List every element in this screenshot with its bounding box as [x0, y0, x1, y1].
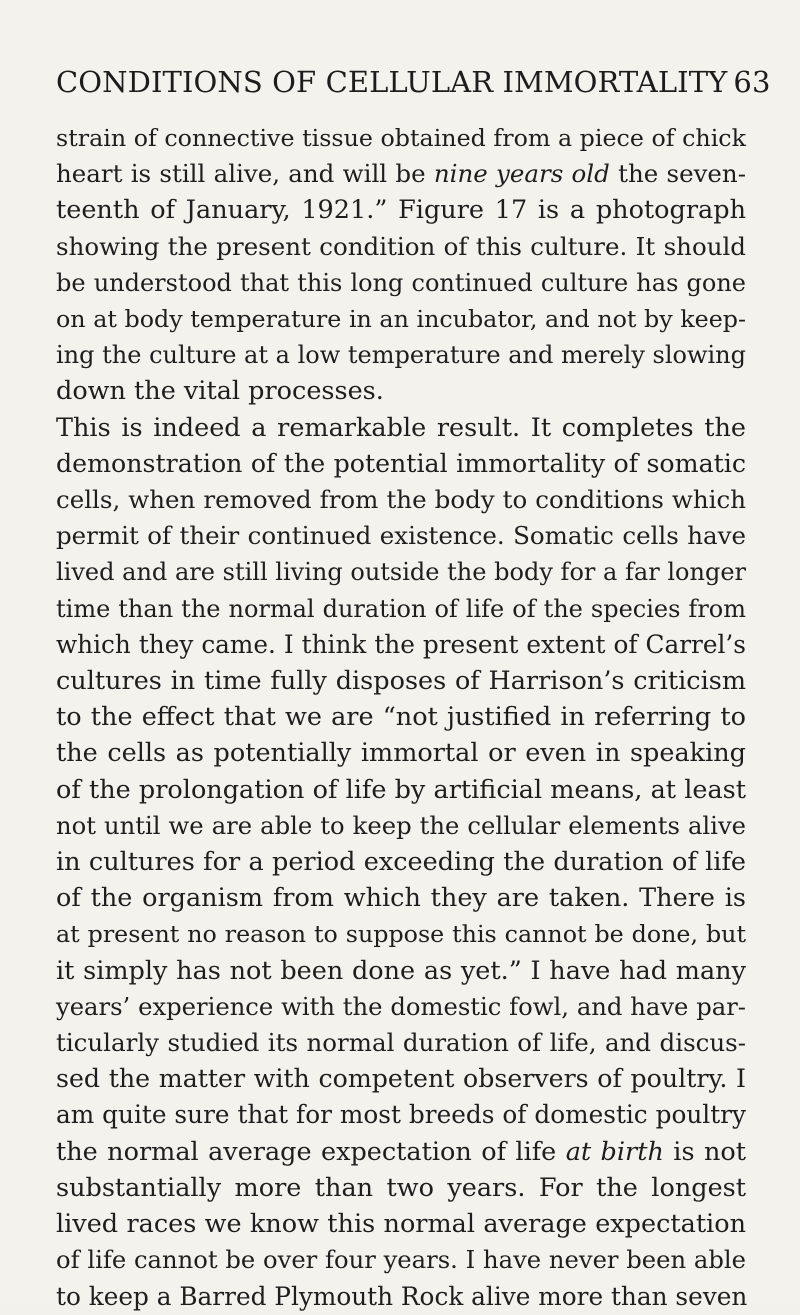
- text-line: [56, 808, 746, 844]
- line-text: time than the normal duration of life of the species from: [56, 594, 746, 623]
- text-line: [56, 1242, 746, 1278]
- line-text: strain of connective tissue obtained from a piece of chick: [56, 124, 746, 152]
- text-line: [56, 591, 746, 627]
- text-line: [56, 554, 746, 590]
- line-text: the normal average expectation of life: [56, 1136, 566, 1167]
- page-number: 63: [733, 65, 771, 99]
- line-text: ticularly studied its normal duration of life, and discus-: [56, 1028, 746, 1058]
- line-text: to the effect that we are “not justified in referring to: [56, 702, 746, 733]
- text-line: [56, 265, 746, 301]
- text-line: [56, 844, 746, 880]
- line-text: which they came. I think the present extent of Carrel’s: [56, 629, 746, 659]
- text-line: [56, 410, 746, 446]
- text-line: [56, 301, 746, 337]
- line-text: is not: [663, 1136, 746, 1167]
- text-line: [56, 953, 746, 989]
- line-text: ing the culture at a low temperature and merely slowing: [56, 341, 746, 370]
- text-line: [56, 663, 746, 699]
- text-line: [56, 337, 746, 373]
- text-line: [56, 229, 746, 265]
- text-line: [56, 627, 746, 663]
- line-text: teenth of January, 1921.” Figure 17 is a photograph: [56, 195, 746, 226]
- text-line: [56, 1279, 746, 1315]
- italic-text: at birth: [565, 1136, 664, 1167]
- line-text: of the prolongation of life by artificial means, at least: [56, 774, 746, 805]
- text-line: [56, 916, 746, 952]
- text-line: [56, 772, 746, 808]
- body-text: [56, 120, 752, 1315]
- line-text: heart is still alive, and will be: [56, 159, 434, 189]
- text-line: [56, 1206, 746, 1242]
- line-text: years’ experience with the domestic fowl, and have par-: [56, 991, 746, 1021]
- line-text: substantially more than two years. For the longest: [56, 1172, 746, 1203]
- text-line: [56, 446, 746, 482]
- text-line: [56, 1061, 746, 1097]
- text-line: [56, 989, 746, 1025]
- text-line: [56, 156, 746, 192]
- line-text: demonstration of the potential immortality of somatic: [56, 448, 746, 478]
- line-text: the cells as potentially immortal or even in speaking: [56, 738, 746, 769]
- running-head: [56, 64, 771, 100]
- text-line: [56, 482, 746, 518]
- line-text: be understood that this long continued culture has gone: [56, 268, 746, 297]
- running-head-title: CONDITIONS OF CELLULAR IMMORTALITY: [56, 65, 728, 99]
- text-line: [56, 120, 746, 156]
- line-text: of life cannot be over four years. I have never been able: [56, 1245, 746, 1275]
- line-text: am quite sure that for most breeds of domestic poultry: [56, 1100, 746, 1130]
- text-line: [56, 735, 746, 771]
- text-line: [56, 699, 746, 735]
- text-line: [56, 373, 746, 409]
- text-line: [56, 880, 746, 916]
- line-text: This is indeed a remarkable result. It completes the: [56, 412, 746, 443]
- line-text: in cultures for a period exceeding the duration of life: [56, 847, 746, 878]
- line-text: the seven-: [609, 159, 746, 189]
- line-text: to keep a Barred Plymouth Rock alive more than seven: [56, 1281, 748, 1311]
- text-line: [56, 192, 746, 228]
- line-text: permit of their continued existence. Somatic cells have: [56, 521, 746, 551]
- line-text: down the vital processes.: [56, 376, 384, 407]
- text-line: [56, 1097, 746, 1133]
- text-line: [56, 1025, 746, 1061]
- text-line: [56, 1134, 746, 1170]
- line-text: not until we are able to keep the cellular elements alive: [56, 810, 746, 840]
- line-text: lived and are still living outside the body for a far longer: [56, 558, 746, 587]
- text-line: [56, 1170, 746, 1206]
- text-line: [56, 518, 746, 554]
- line-text: showing the present condition of this culture. It should: [56, 231, 746, 261]
- line-text: it simply has not been done as yet.” I have had many: [56, 955, 746, 986]
- line-text: cultures in time fully disposes of Harrison’s criticism: [56, 666, 746, 697]
- line-text: cells, when removed from the body to conditions which: [56, 485, 746, 515]
- line-text: at present no reason to suppose this cannot be done, but: [56, 920, 746, 949]
- line-text: lived races we know this normal average expectation: [56, 1209, 746, 1240]
- line-text: on at body temperature in an incubator, and not by keep-: [56, 305, 746, 334]
- line-text: sed the matter with competent observers of poultry. I: [56, 1064, 746, 1094]
- italic-text: nine years old: [433, 159, 610, 189]
- line-text: of the organism from which they are taken. There is: [56, 883, 746, 914]
